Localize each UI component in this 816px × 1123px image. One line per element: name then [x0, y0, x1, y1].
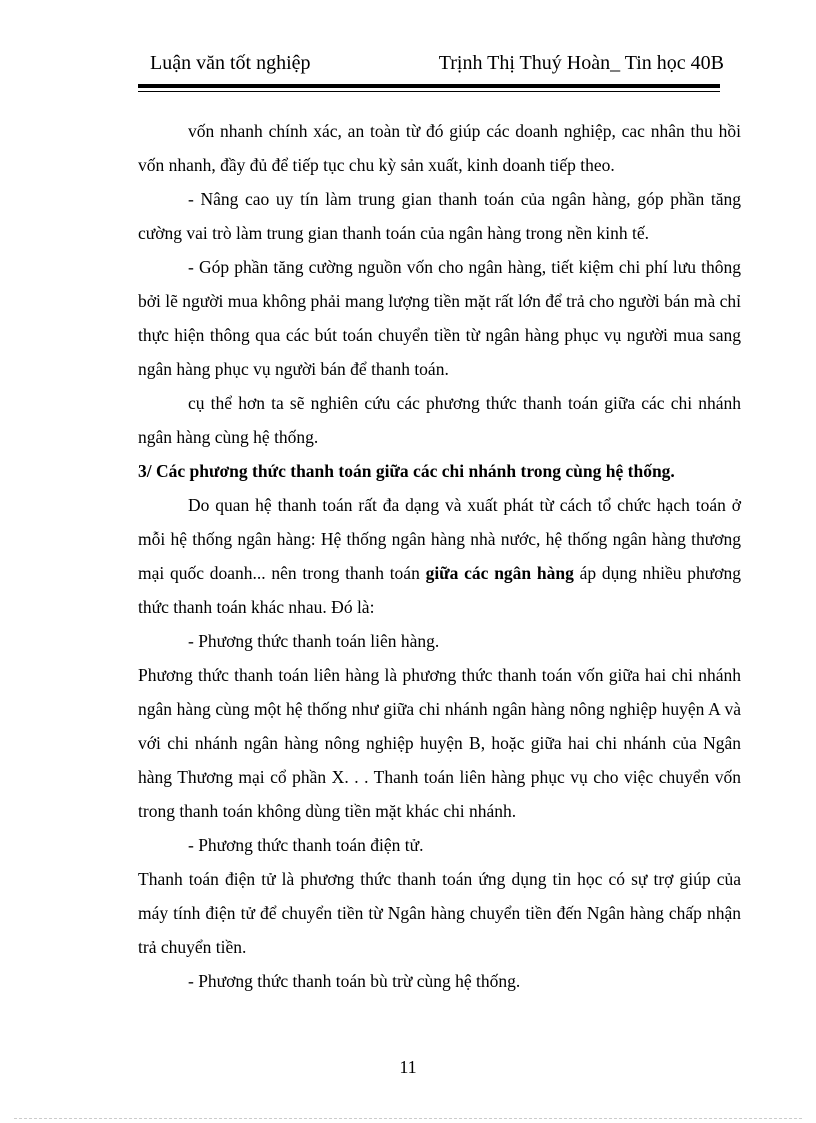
paragraph-5-bold: giữa các ngân hàng — [425, 563, 574, 583]
page-header — [138, 52, 724, 80]
paragraph-6: - Phương thức thanh toán liên hàng. — [188, 631, 440, 651]
paragraph-10: - Phương thức thanh toán bù trừ cùng hệ thống. — [188, 971, 521, 991]
paragraph-5-start: Do quan hệ thanh toán rất đa dạng và xuất phát từ cách tổ chức hạch toán ở mỗi hệ thống ngân hàng: Hệ thống ngân hàng nhà nước, hệ thống ngân hàng thương mại quốc doanh... nên trong thanh toán — [138, 495, 741, 583]
page-bottom-divider — [14, 1118, 802, 1119]
page-number: 11 — [399, 1057, 417, 1077]
paragraph-3: - Góp phần tăng cường nguồn vốn cho ngân hàng, tiết kiệm chi phí lưu thông bởi lẽ người mua không phải mang lượng tiền mặt rất lớn để trả cho người bán mà chỉ thực hiện thông qua các bút toán chuyển tiền từ ngân hàng phục vụ người mua sang ngân hàng phục vụ người bán để thanh toán. — [138, 257, 741, 379]
header-rule-thin — [138, 91, 720, 92]
paragraph-7: Phương thức thanh toán liên hàng là phương thức thanh toán vốn giữa hai chi nhánh ngân hàng cùng một hệ thống như giữa chi nhánh ngân hàng nông nghiệp huyện A và với chi nhánh ngân hàng nông nghiệp huyện B, hoặc giữa hai chi nhánh của Ngân hàng Thương mại cổ phần X. . . Thanh toán liên hàng phục vụ cho việc chuyển vốn trong thanh toán không dùng tiền mặt khác chi nhánh. — [138, 665, 741, 821]
paragraph-1: vốn nhanh chính xác, an toàn từ đó giúp các doanh nghiệp, cac nhân thu hồi vốn nhanh, đầy đủ để tiếp tục chu kỳ sản xuất, kinh doanh tiếp theo. — [138, 121, 741, 175]
document-body — [138, 114, 741, 998]
header-right-title: Trịnh Thị Thuý Hoàn_ Tin học 40B — [438, 52, 724, 74]
paragraph-9: Thanh toán điện tử là phương thức thanh toán ứng dụng tin học có sự trợ giúp của máy tính điện tử để chuyển tiền từ Ngân hàng chuyển tiền đến Ngân hàng chấp nhận trả chuyển tiền. — [138, 869, 741, 957]
paragraph-5-end: áp dụng nhiều phương thức thanh toán khác nhau. Đó là: — [138, 563, 741, 617]
paragraph-2: - Nâng cao uy tín làm trung gian thanh toán của ngân hàng, góp phần tăng cường vai trò làm trung gian thanh toán của ngân hàng trong nền kinh tế. — [138, 189, 741, 243]
paragraph-4: cụ thể hơn ta sẽ nghiên cứu các phương thức thanh toán giữa các chi nhánh ngân hàng cùng hệ thống. — [138, 393, 741, 447]
paragraph-5 — [138, 488, 741, 624]
header-left-title: Luận văn tốt nghiệp — [150, 52, 311, 74]
section-heading: 3/ Các phương thức thanh toán giữa các chi nhánh trong cùng hệ thống. — [138, 461, 675, 481]
header-rule-thick — [138, 84, 720, 88]
paragraph-8: - Phương thức thanh toán điện tử. — [188, 835, 424, 855]
